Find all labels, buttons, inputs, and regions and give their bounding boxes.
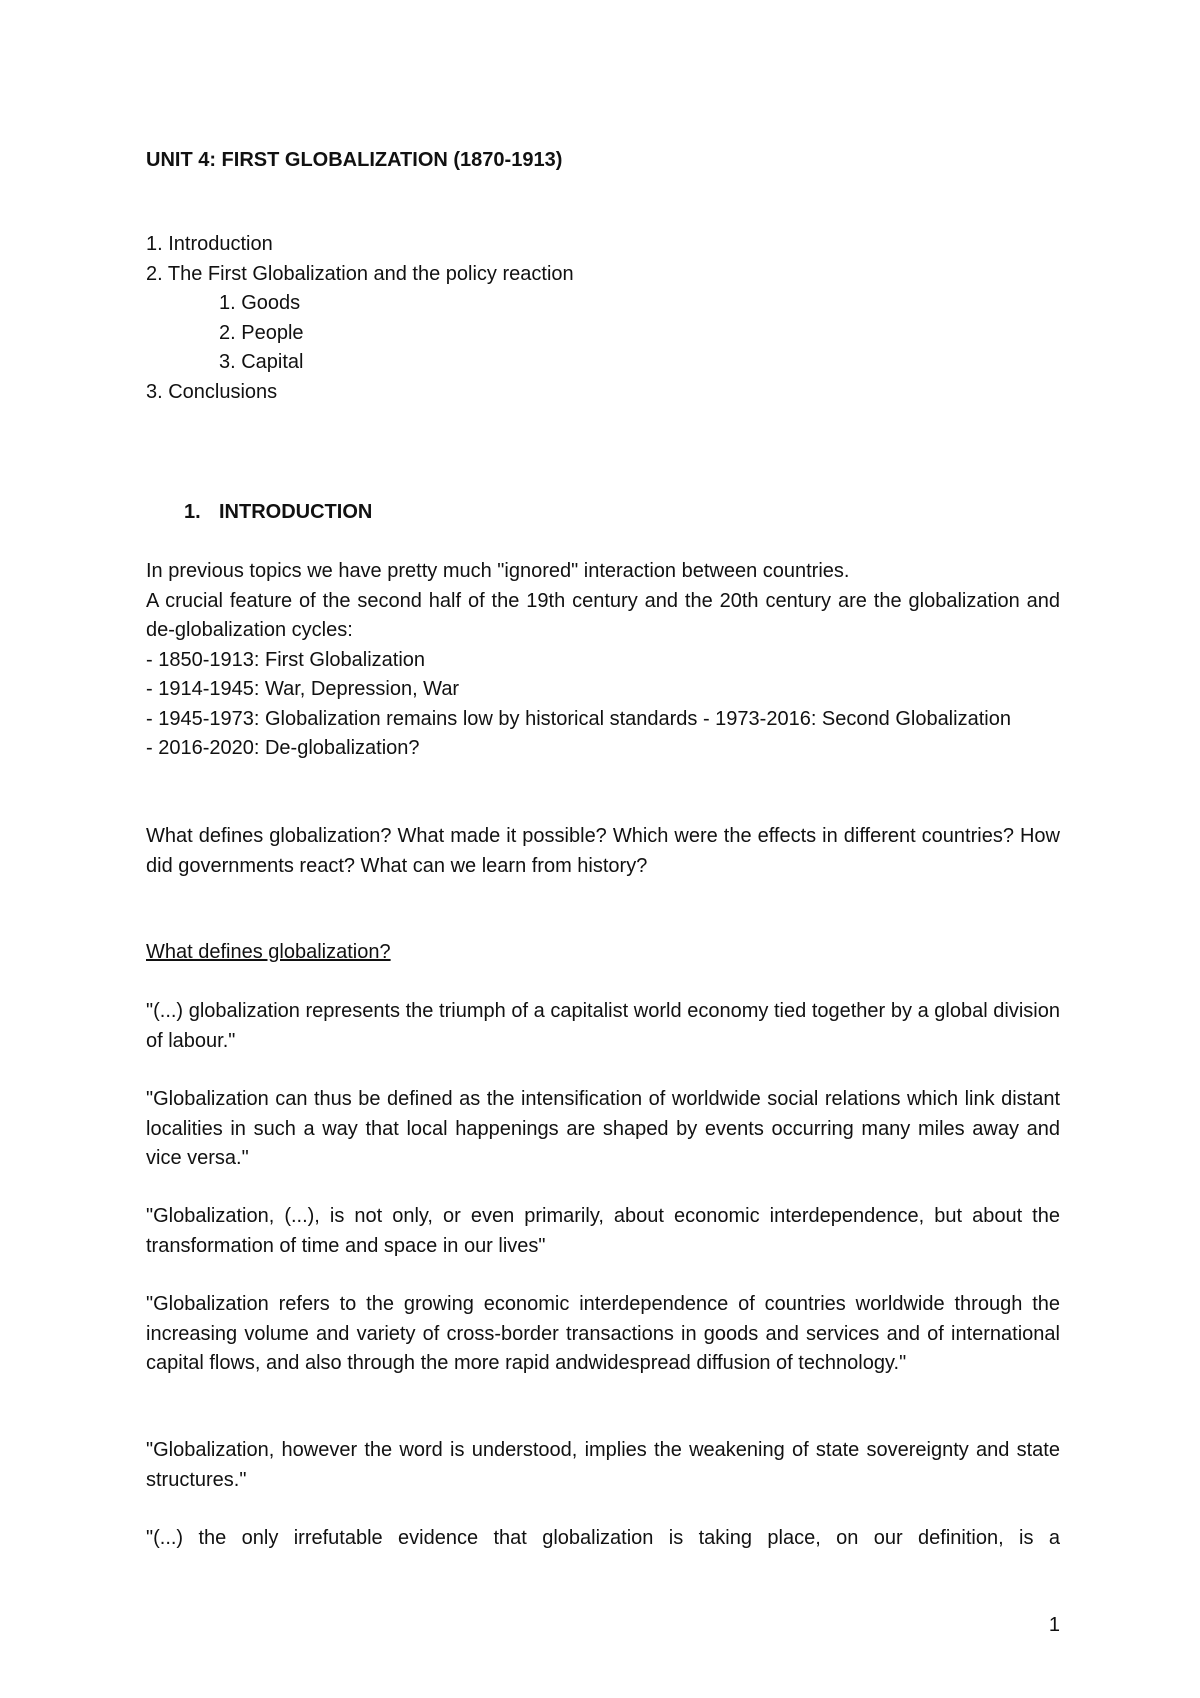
quote: "Globalization, however the word is understood, implies the weakening of state sovereignty and state structures."	[146, 1439, 1060, 1491]
quote: "Globalization, (...), is not only, or even primarily, about economic interdependence, but about the transformation of time and space in our lives"	[146, 1205, 1060, 1257]
toc-subitem: 1. Goods	[219, 292, 301, 314]
subheading: What defines globalization?	[146, 941, 391, 963]
page-number: 1	[1048, 1614, 1060, 1636]
table-of-contents	[146, 230, 574, 407]
list-item: - 2016-2020: De-globalization?	[146, 737, 420, 759]
toc-subitem: 2. People	[219, 321, 304, 344]
quote: "(...) the only irrefutable evidence that globalization is taking place, on our definition, is a	[146, 1527, 1060, 1549]
section-heading	[184, 498, 372, 528]
paragraph: In previous topics we have pretty much "ignored" interaction between countries.	[146, 560, 850, 582]
section-title: INTRODUCTION	[219, 501, 373, 523]
quote: "(...) globalization represents the triumph of a capitalist world economy tied together by a global division of labour."	[146, 1000, 1060, 1052]
list-item: - 1914-1945: War, Depression, War	[146, 678, 460, 700]
list-item: - 1945-1973: Globalization remains low by historical standards - 1973-2016: Second Globalization	[146, 707, 1011, 730]
intro-section	[146, 557, 1060, 764]
section-number: 1.	[184, 501, 201, 523]
toc-item: 3. Conclusions	[146, 380, 278, 403]
paragraph: What defines globalization? What made it possible? Which were the effects in different countries? How did governments react? What can we learn from history?	[146, 825, 1060, 877]
quote: "Globalization refers to the growing economic interdependence of countries worldwide through the increasing volume and variety of cross-border transactions in goods and services and of international capital flows, and also through the more rapid andwidespread diffusion of technology."	[146, 1293, 1060, 1374]
toc-subitem: 3. Capital	[219, 351, 304, 373]
toc-item: 1. Introduction	[146, 233, 273, 255]
list-item: - 1850-1913: First Globalization	[146, 648, 426, 671]
document-title: UNIT 4: FIRST GLOBALIZATION (1870-1913)	[146, 149, 563, 171]
quote: "Globalization can thus be defined as the intensification of worldwide social relations which link distant localities in such a way that local happenings are shaped by events occurring many miles away and vice versa."	[146, 1088, 1060, 1169]
paragraph: A crucial feature of the second half of the 19th century and the 20th century are the globalization and de-globalization cycles:	[146, 589, 1060, 641]
toc-item: 2. The First Globalization and the policy reaction	[146, 262, 574, 285]
